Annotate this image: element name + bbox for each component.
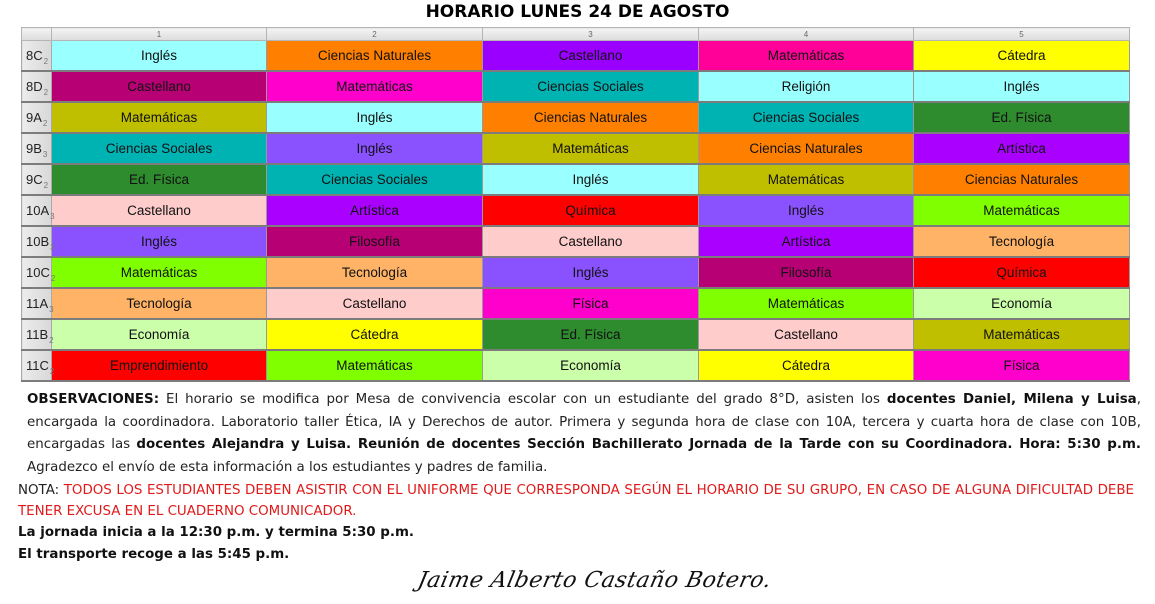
- group-sub-index: 3: [49, 305, 54, 314]
- schedule-row: [22, 164, 1130, 195]
- subject-cell[interactable]: Inglés: [52, 41, 267, 72]
- subject-cell[interactable]: Física: [914, 350, 1130, 381]
- subject-cell[interactable]: Matemáticas: [914, 195, 1130, 226]
- subject-cell[interactable]: Artística: [267, 195, 483, 226]
- group-sub-index: 3: [50, 212, 55, 221]
- subject-cell[interactable]: Filosofía: [699, 257, 914, 288]
- group-sub-index: 2: [42, 119, 48, 128]
- group-sub-index: 3: [50, 243, 55, 252]
- subject-cell[interactable]: Ciencias Naturales: [267, 41, 483, 72]
- schedule-table: [21, 27, 1130, 382]
- column-header-3[interactable]: 3: [483, 28, 699, 41]
- subject-cell[interactable]: Economía: [52, 319, 267, 350]
- observations-text-1: El horario se modifica por Mesa de convivencia escolar con un estudiante del grado 8°D, asisten los: [159, 392, 887, 407]
- page-title: HORARIO LUNES 24 DE AGOSTO: [425, 2, 730, 22]
- schedule-row: [22, 133, 1130, 164]
- group-label: 11C: [26, 358, 49, 373]
- subject-cell[interactable]: Ciencias Naturales: [483, 102, 699, 133]
- subject-cell[interactable]: Ciencias Sociales: [267, 164, 483, 195]
- subject-cell[interactable]: Filosofía: [267, 226, 483, 257]
- subject-cell[interactable]: Química: [483, 195, 699, 226]
- schedule-row: [22, 102, 1130, 133]
- group-label: 9B: [26, 141, 42, 156]
- subject-cell[interactable]: Castellano: [483, 226, 699, 257]
- row-header[interactable]: [22, 164, 52, 195]
- subject-cell[interactable]: Física: [483, 288, 699, 319]
- group-sub-index: 2: [49, 336, 54, 345]
- observations-label: OBSERVACIONES:: [27, 392, 160, 407]
- observations-bold-2: docentes Alejandra y Luisa. Reunión de docentes Sección Bachillerato Jornada de la Tarde con su Coordinadora. Hora: 5:30 p.m.: [136, 437, 1141, 452]
- subject-cell[interactable]: Matemáticas: [483, 133, 699, 164]
- subject-cell[interactable]: Inglés: [267, 102, 483, 133]
- subject-cell[interactable]: Inglés: [914, 71, 1130, 102]
- schedule-sheet: [21, 27, 1129, 382]
- subject-cell[interactable]: Inglés: [267, 133, 483, 164]
- group-sub-index: 2: [43, 88, 49, 97]
- row-header[interactable]: [22, 195, 55, 226]
- note-paragraph: [18, 480, 1134, 522]
- schedule-row: [22, 41, 1130, 72]
- group-sub-index: 2: [43, 57, 49, 66]
- group-sub-index: 2: [50, 274, 56, 283]
- row-header[interactable]: [22, 71, 52, 102]
- observations-text-2: , encargada la coordinadora. Laboratorio taller Ética, IA y Derechos de autor. Primera y segunda hora de clase con 10A, tercera y cuarta hora de clase con 10B, encargadas las: [27, 392, 1141, 452]
- subject-cell[interactable]: Ed. Física: [483, 319, 699, 350]
- group-label: 8D: [26, 79, 43, 94]
- group-label: 10C: [26, 265, 50, 280]
- transport-line: El transporte recoge a las 5:45 p.m.: [18, 547, 290, 562]
- subject-cell[interactable]: Química: [914, 257, 1130, 288]
- subject-cell[interactable]: Castellano: [699, 319, 914, 350]
- row-header[interactable]: [22, 350, 55, 381]
- group-label: 9A: [26, 110, 42, 125]
- subject-cell[interactable]: Matemáticas: [699, 164, 914, 195]
- subject-cell[interactable]: Tecnología: [52, 288, 267, 319]
- schedule-row: [22, 226, 1130, 257]
- observations-paragraph: [27, 389, 1141, 479]
- row-header[interactable]: [22, 288, 52, 319]
- subject-cell[interactable]: Tecnología: [267, 257, 483, 288]
- subject-cell[interactable]: Inglés: [699, 195, 914, 226]
- subject-cell[interactable]: Tecnología: [914, 226, 1130, 257]
- group-label: 10B: [26, 234, 50, 249]
- schedule-row: [22, 257, 1130, 288]
- row-header[interactable]: [22, 102, 52, 133]
- subject-cell[interactable]: Religión: [699, 71, 914, 102]
- group-sub-index: 2: [49, 367, 55, 376]
- note-text: TODOS LOS ESTUDIANTES DEBEN ASISTIR CON EL UNIFORME QUE CORRESPONDA SEGÚN EL HORARIO DE SU GRUPO, EN CASO DE ALGUNA DIFICULTAD DEBE TENER EXCUSA EN EL CUADERNO COMUNICADOR.: [18, 483, 1134, 519]
- observations-bold-1: docentes Daniel, Milena y Luisa: [886, 392, 1137, 407]
- column-header-row: [22, 28, 1130, 41]
- subject-cell[interactable]: Castellano: [267, 288, 483, 319]
- row-header[interactable]: [22, 319, 52, 350]
- subject-cell[interactable]: Matemáticas: [52, 257, 267, 288]
- subject-cell[interactable]: Ciencias Naturales: [699, 133, 914, 164]
- subject-cell[interactable]: Emprendimiento: [52, 350, 267, 381]
- row-header[interactable]: [22, 133, 52, 164]
- corner-header[interactable]: [22, 28, 52, 41]
- subject-cell[interactable]: Inglés: [483, 257, 699, 288]
- subject-cell[interactable]: Artística: [699, 226, 914, 257]
- observations-text-3: Agradezco el envío de esta información a los estudiantes y padres de familia.: [27, 459, 548, 475]
- row-header[interactable]: [22, 257, 56, 288]
- column-header-5[interactable]: 5: [914, 28, 1130, 41]
- subject-cell[interactable]: Ciencias Naturales: [914, 164, 1130, 195]
- subject-cell[interactable]: Economía: [914, 288, 1130, 319]
- schedule-hours-line: La jornada inicia a la 12:30 p.m. y termina 5:30 p.m.: [18, 525, 414, 540]
- schedule-row: [22, 71, 1130, 102]
- subject-cell[interactable]: Ed. Física: [914, 102, 1130, 133]
- group-label: 9C: [26, 172, 43, 187]
- note-label: NOTA:: [18, 483, 64, 498]
- subject-cell[interactable]: Cátedra: [699, 350, 914, 381]
- subject-cell[interactable]: Castellano: [52, 195, 267, 226]
- signature: Jaime Alberto Castaño Botero.: [415, 568, 774, 593]
- group-label: 8C: [26, 48, 43, 63]
- subject-cell[interactable]: Ed. Física: [52, 164, 267, 195]
- subject-cell[interactable]: Castellano: [52, 71, 267, 102]
- subject-cell[interactable]: Matemáticas: [699, 288, 914, 319]
- group-sub-index: 2: [43, 181, 49, 190]
- column-header-1[interactable]: 1: [52, 28, 267, 41]
- column-header-2[interactable]: 2: [267, 28, 483, 41]
- row-header[interactable]: [22, 226, 55, 257]
- schedule-row: [22, 288, 1130, 319]
- column-header-4[interactable]: 4: [699, 28, 914, 41]
- subject-cell[interactable]: Artística: [914, 133, 1130, 164]
- subject-cell[interactable]: Ciencias Sociales: [699, 102, 914, 133]
- subject-cell[interactable]: Ciencias Sociales: [483, 71, 699, 102]
- group-label: 11B: [26, 327, 49, 342]
- row-header[interactable]: [22, 41, 52, 72]
- group-sub-index: 3: [42, 150, 48, 159]
- subject-cell[interactable]: Matemáticas: [699, 41, 914, 72]
- group-label: 10A: [26, 203, 50, 218]
- schedule-row: [22, 195, 1130, 226]
- schedule-row: [22, 319, 1130, 350]
- subject-cell[interactable]: Cátedra: [914, 41, 1130, 72]
- schedule-row: [22, 350, 1130, 381]
- group-label: 11A: [26, 296, 49, 311]
- subject-cell[interactable]: Matemáticas: [267, 350, 483, 381]
- subject-cell[interactable]: Castellano: [483, 41, 699, 72]
- subject-cell[interactable]: Ciencias Sociales: [52, 133, 267, 164]
- subject-cell[interactable]: Matemáticas: [267, 71, 483, 102]
- subject-cell[interactable]: Economía: [483, 350, 699, 381]
- subject-cell[interactable]: Matemáticas: [914, 319, 1130, 350]
- subject-cell[interactable]: Inglés: [52, 226, 267, 257]
- schedule-body: [22, 41, 1130, 382]
- subject-cell[interactable]: Inglés: [483, 164, 699, 195]
- subject-cell[interactable]: Matemáticas: [52, 102, 267, 133]
- subject-cell[interactable]: Cátedra: [267, 319, 483, 350]
